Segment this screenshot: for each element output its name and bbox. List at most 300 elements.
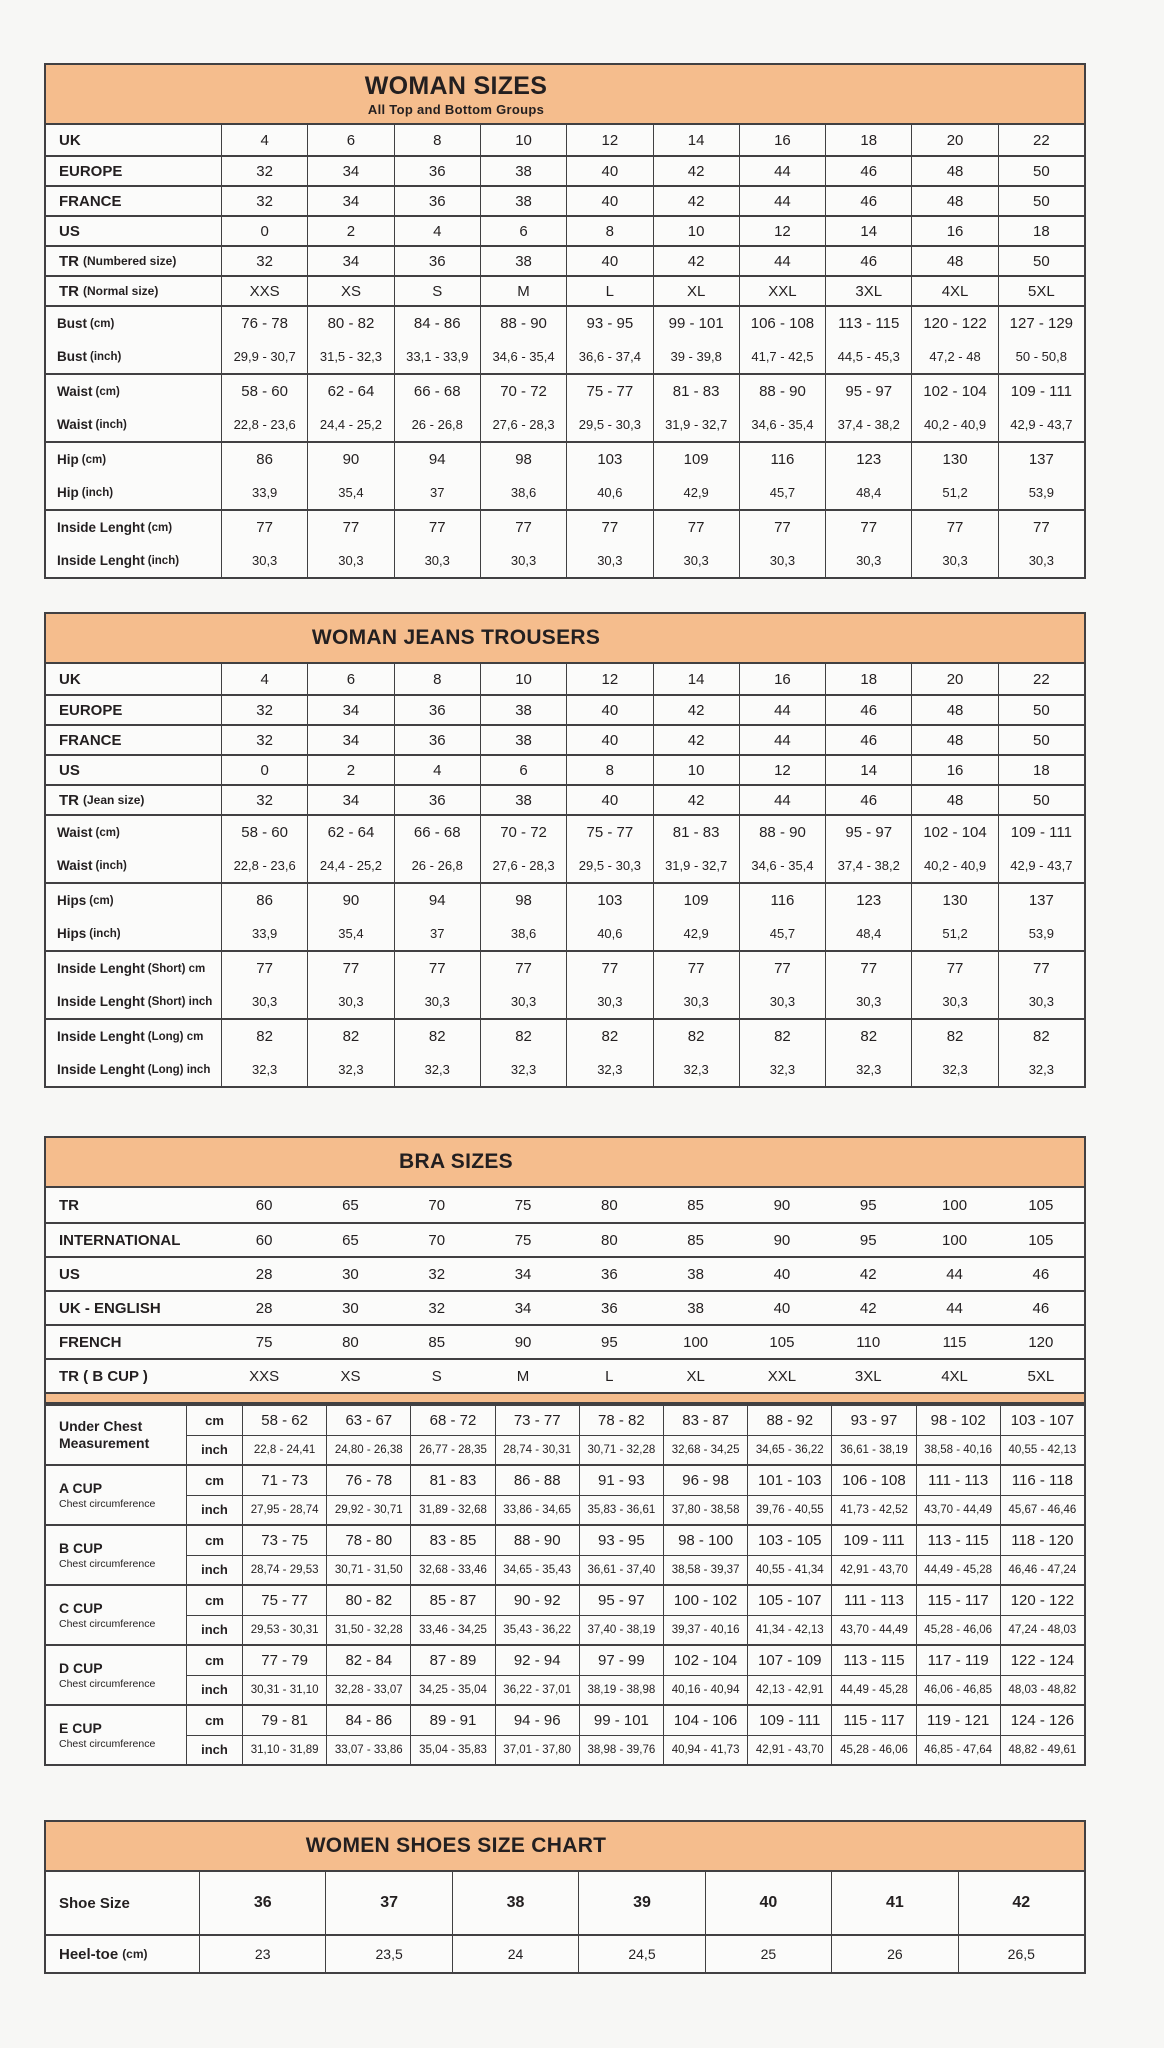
value-cell: 12 xyxy=(566,125,652,155)
value-cell: 60 xyxy=(255,1231,273,1249)
row-label-unit: (cm) xyxy=(81,453,107,466)
value-cell xyxy=(480,816,566,882)
value-inch: 38,19 - 38,98 xyxy=(580,1675,663,1705)
table-row-group xyxy=(46,1464,1084,1524)
value-cell xyxy=(825,443,911,509)
value-cm: 101 - 103 xyxy=(758,1471,822,1489)
table-row-group xyxy=(46,1524,1084,1584)
value-cell: 25 xyxy=(705,1936,831,1972)
value-inch: 35,04 - 35,83 xyxy=(411,1735,494,1765)
table-row xyxy=(46,125,1084,155)
value-cell xyxy=(410,1586,494,1644)
value-cm: 109 - 111 xyxy=(1010,383,1072,400)
bra-sizes-rows xyxy=(46,1188,1084,1764)
value-cell: 120 xyxy=(1028,1333,1054,1351)
value-inch: 33,9 xyxy=(251,485,278,500)
value-cell xyxy=(825,816,911,882)
value-inch: 45,67 - 46,46 xyxy=(1001,1495,1084,1525)
value-cell: 39 xyxy=(578,1872,704,1934)
value-inch: 29,9 - 30,7 xyxy=(233,349,296,364)
value-cell: 38 xyxy=(480,247,566,275)
value-cell: 95 xyxy=(601,1333,618,1351)
row-label-unit: (cm) xyxy=(89,894,114,907)
value-cell xyxy=(911,511,997,577)
value-inch: 40,2 - 40,9 xyxy=(923,417,987,432)
row-label-text: Hip xyxy=(57,452,79,467)
value-cell xyxy=(307,443,393,509)
value-cell: XXL xyxy=(739,277,825,305)
value-cm: 77 xyxy=(342,519,360,536)
value-inch: 32,3 xyxy=(338,1062,364,1077)
value-inch: 32,3 xyxy=(424,1062,450,1077)
row-label-text: Bust xyxy=(57,316,87,331)
value-cm: 81 - 83 xyxy=(672,383,720,400)
row-label-unit: (inch) xyxy=(95,859,127,872)
table-row-group xyxy=(46,950,1084,1018)
value-cm: 88 - 90 xyxy=(759,824,806,841)
row-label-unit: (cm) xyxy=(95,385,120,398)
row-label-unit: (Numbered size) xyxy=(83,254,177,268)
value-cell: 40 xyxy=(773,1299,791,1317)
value-inch: 34,6 - 35,4 xyxy=(492,349,555,364)
value-inch: 32,28 - 33,07 xyxy=(327,1675,410,1705)
value-inch: 32,3 xyxy=(769,1062,796,1077)
value-cell: 6 xyxy=(480,756,566,784)
value-cell: 42 xyxy=(859,1265,877,1283)
value-inch: 44,49 - 45,28 xyxy=(917,1555,1000,1585)
value-inch: 32,3 xyxy=(510,1062,537,1077)
value-cm: 120 - 122 xyxy=(1010,1591,1075,1609)
value-cell xyxy=(1000,1526,1084,1584)
row-label-text: Inside Lenght xyxy=(57,520,145,535)
value-cell xyxy=(739,952,825,1018)
table-row xyxy=(46,155,1084,185)
row-label: US xyxy=(59,1265,80,1283)
value-inch: 39 - 39,8 xyxy=(670,349,722,364)
value-cm: 77 xyxy=(774,519,791,536)
value-cell: M xyxy=(480,277,566,305)
row-label xyxy=(46,816,221,882)
value-cm: 77 xyxy=(515,519,532,536)
value-cell xyxy=(221,307,307,373)
unit-inch-label: inch xyxy=(187,1735,242,1765)
value-cell: 5XL xyxy=(1027,1367,1055,1385)
value-inch: 33,07 - 33,86 xyxy=(327,1735,410,1765)
value-cell: 75 xyxy=(255,1333,273,1351)
row-label xyxy=(46,511,221,577)
value-cm: 68 - 72 xyxy=(429,1411,477,1429)
value-cell: 12 xyxy=(739,756,825,784)
row-label-text: Waist xyxy=(57,858,93,873)
value-cell xyxy=(663,1526,747,1584)
value-cm: 116 xyxy=(770,451,795,468)
value-cell: 50 xyxy=(998,157,1084,185)
row-label xyxy=(46,884,221,950)
table-row-group xyxy=(46,1018,1084,1086)
value-cell xyxy=(653,307,739,373)
value-cell xyxy=(825,1020,911,1086)
value-cell: 36 xyxy=(394,247,480,275)
value-cell: 36 xyxy=(394,696,480,724)
value-cell: 30 xyxy=(342,1265,359,1283)
value-cell: 44 xyxy=(739,726,825,754)
value-inch: 45,7 xyxy=(769,926,796,941)
value-cell xyxy=(566,952,652,1018)
value-cell xyxy=(480,307,566,373)
value-inch: 32,3 xyxy=(942,1062,968,1077)
value-cell: 30 xyxy=(342,1299,359,1317)
value-cell xyxy=(911,375,997,441)
cup-sublabel: Chest circumference xyxy=(59,1498,156,1511)
value-cell: 48 xyxy=(911,726,997,754)
value-inch: 27,6 - 28,3 xyxy=(492,858,555,873)
value-cell xyxy=(653,952,739,1018)
woman-jeans-header xyxy=(46,614,1084,664)
value-cm: 97 - 99 xyxy=(598,1651,645,1669)
value-cm: 102 - 104 xyxy=(923,824,987,841)
value-cell: 36 xyxy=(394,157,480,185)
row-label xyxy=(46,1406,186,1464)
table-row-group xyxy=(46,305,1084,373)
value-cell xyxy=(480,884,566,950)
value-cell xyxy=(1000,1646,1084,1704)
value-inch: 34,6 - 35,4 xyxy=(751,858,814,873)
value-cell xyxy=(998,443,1084,509)
value-cell xyxy=(747,1466,831,1524)
value-inch: 30,3 xyxy=(510,994,537,1009)
table-row xyxy=(46,1256,1084,1290)
value-inch: 26 - 26,8 xyxy=(411,417,463,432)
table-row xyxy=(46,1934,1084,1972)
value-inch: 37,01 - 37,80 xyxy=(496,1735,579,1765)
value-cm: 98 - 102 xyxy=(930,1411,986,1429)
value-cm: 80 - 82 xyxy=(327,315,375,332)
value-inch: 31,50 - 32,28 xyxy=(327,1615,410,1645)
value-cm: 109 - 111 xyxy=(1010,824,1072,841)
value-cell: 32 xyxy=(221,786,307,814)
value-cell xyxy=(653,1020,739,1086)
value-cell: 4 xyxy=(394,756,480,784)
unit-cell xyxy=(186,1526,242,1584)
value-cell xyxy=(242,1646,326,1704)
value-inch: 51,2 xyxy=(942,485,968,500)
value-cell xyxy=(495,1526,579,1584)
value-cell xyxy=(825,375,911,441)
row-label-text: Bust xyxy=(57,349,87,364)
value-cell xyxy=(326,1466,410,1524)
value-cm: 58 - 60 xyxy=(241,383,288,400)
value-cell xyxy=(394,307,480,373)
value-cell xyxy=(916,1706,1000,1764)
value-inch: 28,74 - 30,31 xyxy=(496,1435,579,1465)
value-cell: 75 xyxy=(514,1231,532,1249)
value-cell: 80 xyxy=(342,1333,359,1351)
value-cell: 42 xyxy=(653,726,739,754)
value-inch: 33,1 - 33,9 xyxy=(406,349,469,364)
value-cm: 84 - 86 xyxy=(413,315,461,332)
value-cell: 3XL xyxy=(825,277,911,305)
value-cell: 46 xyxy=(825,696,911,724)
value-inch: 32,3 xyxy=(597,1062,623,1077)
table-row-group xyxy=(46,1584,1084,1644)
value-inch: 37 xyxy=(430,926,445,941)
value-cm: 95 - 97 xyxy=(598,1591,645,1609)
value-cm: 115 - 117 xyxy=(927,1591,989,1609)
value-cell: 44 xyxy=(946,1299,963,1317)
value-inch: 30,3 xyxy=(942,994,968,1009)
value-cell: 44 xyxy=(739,187,825,215)
value-inch: 33,86 - 34,65 xyxy=(496,1495,579,1525)
value-cell: 4 xyxy=(221,664,307,694)
value-cell: 110 xyxy=(856,1333,881,1351)
value-cm: 94 - 96 xyxy=(513,1711,561,1729)
value-cell: 36 xyxy=(601,1265,618,1283)
value-cm: 116 xyxy=(770,892,795,909)
cup-sublabel: Chest circumference xyxy=(59,1678,156,1691)
value-cm: 122 - 124 xyxy=(1010,1651,1075,1669)
row-label xyxy=(46,952,221,1018)
value-inch: 30,3 xyxy=(338,553,364,568)
value-inch: 44,5 - 45,3 xyxy=(837,349,900,364)
value-cell: 95 xyxy=(859,1196,877,1214)
value-inch: 48,4 xyxy=(856,926,882,941)
shoes-rows xyxy=(46,1872,1084,1972)
row-label: EUROPE xyxy=(59,162,123,180)
value-inch: 30,3 xyxy=(856,553,882,568)
value-cell xyxy=(566,884,652,950)
value-cell xyxy=(579,1646,663,1704)
value-cm: 109 - 111 xyxy=(843,1531,905,1549)
value-inch: 28,74 - 29,53 xyxy=(243,1555,326,1585)
unit-cm-label: cm xyxy=(205,1532,224,1548)
value-inch: 32,68 - 33,46 xyxy=(411,1555,494,1585)
table-row xyxy=(46,1222,1084,1256)
value-cell: 10 xyxy=(653,217,739,245)
value-cell: 48 xyxy=(911,247,997,275)
value-cell: 90 xyxy=(773,1196,791,1214)
value-cell xyxy=(916,1526,1000,1584)
value-cell xyxy=(566,511,652,577)
row-label-unit: (Short) inch xyxy=(147,995,213,1008)
value-cell xyxy=(747,1406,831,1464)
value-inch: 37,4 - 38,2 xyxy=(837,417,900,432)
row-label: UK xyxy=(59,670,81,688)
value-cell: 38 xyxy=(687,1299,704,1317)
value-cm: 66 - 68 xyxy=(413,824,461,841)
value-cm: 77 xyxy=(860,519,878,536)
value-cell xyxy=(747,1706,831,1764)
value-cell: 4XL xyxy=(911,277,997,305)
value-cell: 14 xyxy=(653,125,739,155)
value-cell xyxy=(747,1586,831,1644)
value-inch: 24,4 - 25,2 xyxy=(319,417,383,432)
value-cell xyxy=(480,511,566,577)
value-cell xyxy=(221,375,307,441)
value-cell: 115 xyxy=(942,1333,967,1351)
value-inch: 34,65 - 36,22 xyxy=(748,1435,831,1465)
value-cell xyxy=(663,1586,747,1644)
value-cm: 120 - 122 xyxy=(923,315,987,332)
value-cm: 87 - 89 xyxy=(429,1651,477,1669)
unit-cell xyxy=(186,1406,242,1464)
value-inch: 35,43 - 36,22 xyxy=(496,1615,579,1645)
value-inch: 22,8 - 24,41 xyxy=(243,1435,326,1465)
value-cell: 26,5 xyxy=(958,1936,1084,1972)
value-inch: 45,28 - 46,06 xyxy=(917,1615,1000,1645)
value-inch: 27,95 - 28,74 xyxy=(243,1495,326,1525)
value-cm: 58 - 62 xyxy=(261,1411,308,1429)
value-cell xyxy=(480,952,566,1018)
value-cell: XXL xyxy=(767,1367,797,1385)
value-cell: 34 xyxy=(307,187,393,215)
value-cell xyxy=(739,884,825,950)
value-cm: 95 - 97 xyxy=(845,383,893,400)
value-cell xyxy=(911,952,997,1018)
row-label xyxy=(46,1646,186,1704)
value-inch: 42,9 xyxy=(683,485,709,500)
value-cell: 42 xyxy=(653,696,739,724)
value-cm: 66 - 68 xyxy=(413,383,461,400)
value-inch: 35,4 xyxy=(338,485,364,500)
value-inch: 22,8 - 23,6 xyxy=(233,858,296,873)
cup-sublabel: Chest circumference xyxy=(59,1738,156,1751)
cup-sublabel: Chest circumference xyxy=(59,1558,156,1571)
value-inch: 36,61 - 38,19 xyxy=(832,1435,915,1465)
value-cell: 10 xyxy=(653,756,739,784)
value-cell xyxy=(739,1020,825,1086)
value-cell: 6 xyxy=(480,217,566,245)
value-cell: 70 xyxy=(428,1196,446,1214)
value-cell xyxy=(394,884,480,950)
value-cm: 106 - 108 xyxy=(842,1471,906,1489)
value-cell: 50 xyxy=(998,786,1084,814)
value-inch: 42,9 - 43,7 xyxy=(1010,417,1073,432)
value-inch: 29,53 - 30,31 xyxy=(243,1615,326,1645)
value-cm: 100 - 102 xyxy=(673,1591,738,1609)
value-inch: 31,5 - 32,3 xyxy=(319,349,383,364)
value-cell: 26 xyxy=(831,1936,957,1972)
row-label xyxy=(46,443,221,509)
value-cell xyxy=(579,1466,663,1524)
value-cell: 46 xyxy=(1032,1299,1050,1317)
value-cm: 118 - 120 xyxy=(1011,1531,1074,1549)
value-cm: 62 - 64 xyxy=(327,824,375,841)
value-cell: 24,5 xyxy=(578,1936,704,1972)
value-cell: 14 xyxy=(825,217,911,245)
value-cm: 77 xyxy=(256,960,273,977)
value-cm: 123 xyxy=(856,451,882,468)
value-inch: 47,2 - 48 xyxy=(929,349,981,364)
value-cell: 8 xyxy=(394,664,480,694)
value-cell xyxy=(221,884,307,950)
row-label-text: Waist xyxy=(57,825,93,840)
value-cell: 6 xyxy=(307,664,393,694)
value-cm: 98 xyxy=(515,892,532,909)
value-cell xyxy=(566,307,652,373)
value-cell xyxy=(998,1020,1084,1086)
value-cell xyxy=(326,1586,410,1644)
value-cell: XS xyxy=(307,277,393,305)
value-cell: 42 xyxy=(653,247,739,275)
value-inch: 38,58 - 39,37 xyxy=(664,1555,747,1585)
value-cm: 107 - 109 xyxy=(758,1651,822,1669)
value-inch: 38,58 - 40,16 xyxy=(917,1435,1000,1465)
row-label-unit: (Normal size) xyxy=(83,284,159,298)
women-shoes-size-chart-table xyxy=(44,1820,1086,1974)
value-cm: 116 - 118 xyxy=(1011,1471,1073,1489)
value-cell: XXS xyxy=(249,1367,280,1385)
table-row xyxy=(46,664,1084,694)
value-cell: 42 xyxy=(653,786,739,814)
value-cm: 130 xyxy=(942,892,968,909)
woman-jeans-rows xyxy=(46,664,1084,1086)
value-cell: 10 xyxy=(480,125,566,155)
value-cm: 109 xyxy=(683,451,709,468)
value-inch: 24,80 - 26,38 xyxy=(327,1435,410,1465)
value-inch: 38,98 - 39,76 xyxy=(580,1735,663,1765)
value-cell xyxy=(495,1406,579,1464)
value-inch: 26,77 - 28,35 xyxy=(411,1435,494,1465)
value-cell xyxy=(831,1526,915,1584)
unit-inch-label: inch xyxy=(187,1555,242,1585)
row-label: FRENCH xyxy=(59,1333,122,1351)
value-cell: 42 xyxy=(653,157,739,185)
value-cm: 75 - 77 xyxy=(261,1591,308,1609)
cup-label: B CUP xyxy=(59,1539,103,1556)
value-cell: 85 xyxy=(687,1231,704,1249)
value-cell: 22 xyxy=(998,125,1084,155)
value-inch: 30,31 - 31,10 xyxy=(243,1675,326,1705)
row-label-unit: (Jean size) xyxy=(83,793,145,807)
value-cm: 102 - 104 xyxy=(673,1651,738,1669)
value-cell xyxy=(307,952,393,1018)
value-cell: 38 xyxy=(452,1872,578,1934)
row-label-inch xyxy=(57,544,221,577)
value-cm: 113 - 115 xyxy=(927,1531,989,1549)
table-row xyxy=(46,1872,1084,1934)
row-label: FRANCE xyxy=(59,192,122,210)
value-inch: 36,6 - 37,4 xyxy=(578,349,641,364)
row-label xyxy=(46,1526,186,1584)
row-label xyxy=(46,247,221,275)
value-cm: 82 xyxy=(774,1028,791,1045)
value-cell xyxy=(242,1526,326,1584)
value-cm: 86 xyxy=(256,451,273,468)
value-cell: 22 xyxy=(998,664,1084,694)
value-cell: 50 xyxy=(998,247,1084,275)
value-inch: 42,9 xyxy=(683,926,709,941)
value-cell: 46 xyxy=(825,786,911,814)
value-cm: 73 - 77 xyxy=(513,1411,561,1429)
value-cm: 124 - 126 xyxy=(1010,1711,1075,1729)
value-cell: 20 xyxy=(911,125,997,155)
value-inch: 30,3 xyxy=(856,994,882,1009)
row-label: TR xyxy=(59,1196,79,1214)
row-label-cm xyxy=(57,952,221,985)
value-cell: 6 xyxy=(307,125,393,155)
value-cell xyxy=(998,884,1084,950)
value-inch: 34,65 - 35,43 xyxy=(496,1555,579,1585)
value-inch: 30,3 xyxy=(424,553,450,568)
value-cell xyxy=(495,1466,579,1524)
value-cell xyxy=(831,1646,915,1704)
value-cell: 40 xyxy=(566,696,652,724)
value-cell: 75 xyxy=(514,1196,532,1214)
value-cell: 42 xyxy=(859,1299,877,1317)
value-cell xyxy=(663,1406,747,1464)
cup-label: C CUP xyxy=(59,1599,103,1616)
unit-cell xyxy=(186,1466,242,1524)
